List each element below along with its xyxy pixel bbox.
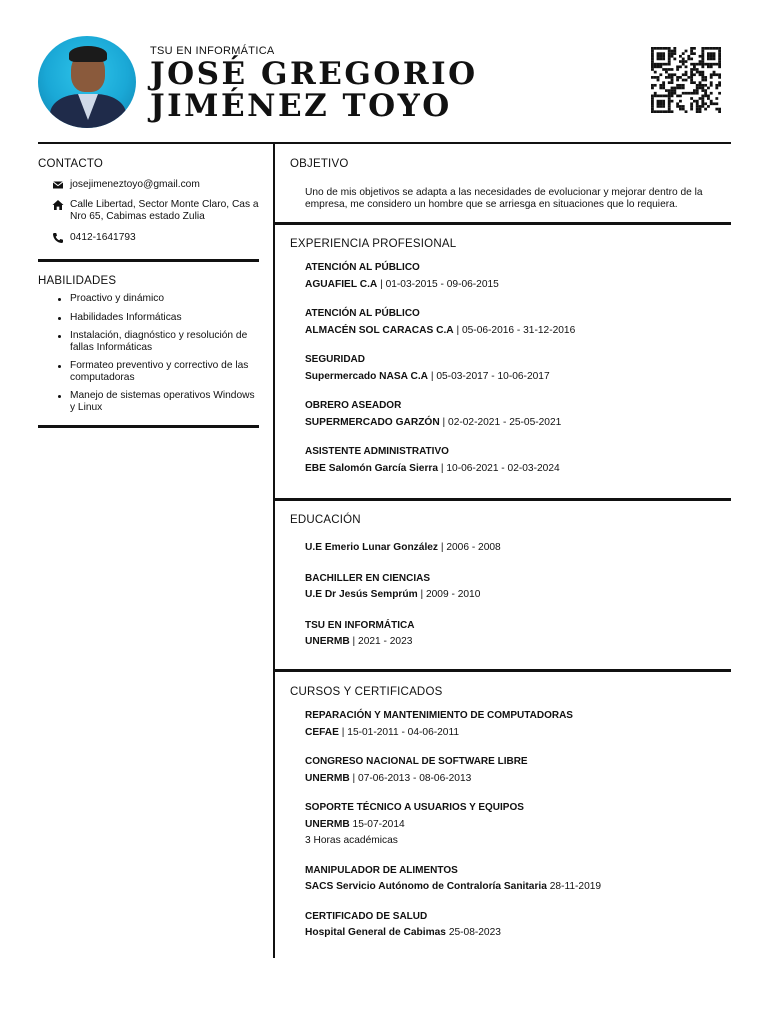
contact-title: CONTACTO <box>38 158 104 170</box>
contact-divider <box>38 259 259 262</box>
experience-company: Supermercado NASA C.A <box>305 370 429 382</box>
experience-role: ASISTENTE ADMINISTRATIVO <box>305 446 449 457</box>
experience-item <box>290 444 731 477</box>
course-dates: | 15-01-2011 - 04-06-2011 <box>338 726 460 738</box>
experience-role: ATENCIÓN AL PÚBLICO <box>305 308 420 319</box>
education-item <box>290 571 731 604</box>
course-item <box>290 708 731 741</box>
education-dates: | 2006 - 2008 <box>438 542 501 553</box>
experience-company: SUPERMERCADO GARZÓN <box>305 416 440 428</box>
education-section <box>290 514 731 651</box>
experience-company: EBE Salomón García Sierra <box>305 462 439 474</box>
course-dates: | 07-06-2013 - 08-06-2013 <box>349 772 472 784</box>
course-institution: UNERMB <box>305 772 350 784</box>
education-divider <box>275 669 731 672</box>
experience-item <box>290 352 731 385</box>
education-institution: UNERMB <box>305 636 350 647</box>
left-column <box>38 155 259 428</box>
education-degree: BACHILLER EN CIENCIAS <box>305 572 431 584</box>
objective-text: Uno de mis objetivos se adapta a las necesidades de evolucionar y mejorar dentro de la empresa, me considero un hombre que se arriesga en situaciones que lo requiera. <box>305 187 703 210</box>
experience-dates: | 02-02-2021 - 25-05-2021 <box>439 416 562 428</box>
education-institution: U.E Dr Jesús Semprúm <box>305 589 418 600</box>
course-institution: CEFAE <box>305 726 339 738</box>
experience-item <box>290 398 731 431</box>
experience-divider <box>275 498 731 501</box>
education-item <box>290 540 731 557</box>
course-hours: 3 Horas académicas <box>305 835 398 846</box>
right-column <box>290 155 731 211</box>
courses-section <box>290 686 731 942</box>
skills-title: HABILIDADES <box>38 275 117 287</box>
experience-role: ATENCIÓN AL PÚBLICO <box>305 262 420 273</box>
experience-role: OBRERO ASEADOR <box>305 400 402 411</box>
header-divider <box>38 142 731 144</box>
skill-item: Proactivo y dinámico <box>58 293 259 305</box>
contact-phone: 0412-1641793 <box>70 232 136 243</box>
education-institution: U.E Emerio Lunar González <box>305 542 439 553</box>
experience-role: SEGURIDAD <box>305 354 366 365</box>
skill-item: Manejo de sistemas operativos Windows y Linux <box>58 390 259 413</box>
skill-item: Habilidades Informáticas <box>58 312 259 324</box>
experience-item <box>290 260 731 293</box>
objective-title: OBJETIVO <box>290 158 349 170</box>
home-icon <box>52 199 64 211</box>
skill-item: Instalación, diagnóstico y resolución de fallas Informáticas <box>58 330 259 353</box>
course-item <box>290 909 731 942</box>
course-item <box>290 800 731 850</box>
experience-dates: | 10-06-2021 - 02-03-2024 <box>438 462 560 474</box>
course-name: REPARACIÓN Y MANTENIMIENTO DE COMPUTADORAS <box>305 710 573 721</box>
education-degree: TSU EN INFORMÁTICA <box>305 619 415 631</box>
experience-title: EXPERIENCIA PROFESIONAL <box>290 238 457 250</box>
course-name: CONGRESO NACIONAL DE SOFTWARE LIBRE <box>305 756 528 767</box>
resume-header <box>0 0 768 140</box>
experience-dates: | 05-03-2017 - 10-06-2017 <box>428 370 550 382</box>
course-name: SOPORTE TÉCNICO A USUARIOS Y EQUIPOS <box>305 802 524 813</box>
candidate-name <box>150 58 478 122</box>
envelope-icon <box>52 179 64 191</box>
experience-company: AGUAFIEL C.A <box>305 278 378 290</box>
course-item <box>290 863 731 896</box>
course-item <box>290 754 731 787</box>
contact-address-row <box>52 199 259 222</box>
contact-email-row <box>52 179 259 191</box>
contact-address: Calle Libertad, Sector Monte Claro, Cas a Nro 65, Cabimas estado Zulia <box>70 199 259 222</box>
course-name: CERTIFICADO DE SALUD <box>305 910 428 922</box>
course-dates: 28-11-2019 <box>546 881 602 892</box>
skills-divider <box>38 425 259 428</box>
course-institution: SACS Servicio Autónomo de Contraloría Sanitaria <box>305 881 547 892</box>
education-dates: | 2021 - 2023 <box>349 636 413 647</box>
education-dates: | 2009 - 2010 <box>417 589 481 600</box>
name-line-1: JOSÉ GREGORIO <box>150 56 478 92</box>
profile-photo <box>38 36 136 128</box>
education-item <box>290 618 731 651</box>
course-dates: 15-07-2014 <box>349 818 405 830</box>
qr-code <box>651 47 721 113</box>
courses-title: CURSOS Y CERTIFICADOS <box>290 686 443 698</box>
experience-company: ALMACÉN SOL CARACAS C.A <box>305 324 454 336</box>
objective-divider <box>275 222 731 225</box>
name-line-2: JIMÉNEZ TOYO <box>150 88 452 124</box>
column-divider <box>273 143 275 958</box>
course-institution: UNERMB <box>305 818 350 830</box>
education-title: EDUCACIÓN <box>290 514 361 526</box>
phone-icon <box>52 232 64 244</box>
course-name: MANIPULADOR DE ALIMENTOS <box>305 864 458 876</box>
contact-email[interactable]: josejimeneztoyo@gmail.com <box>70 179 200 190</box>
skill-item: Formateo preventivo y correctivo de las computadoras <box>58 360 259 383</box>
experience-dates: | 01-03-2015 - 09-06-2015 <box>377 278 499 290</box>
course-dates: 25-08-2023 <box>445 927 501 938</box>
experience-section <box>290 238 731 477</box>
course-institution: Hospital General de Cabimas <box>305 927 446 938</box>
experience-item <box>290 306 731 339</box>
contact-phone-row <box>52 232 259 244</box>
experience-dates: | 05-06-2016 - 31-12-2016 <box>453 324 576 336</box>
job-title: TSU EN INFORMÁTICA <box>150 45 275 57</box>
skills-list <box>38 293 259 413</box>
